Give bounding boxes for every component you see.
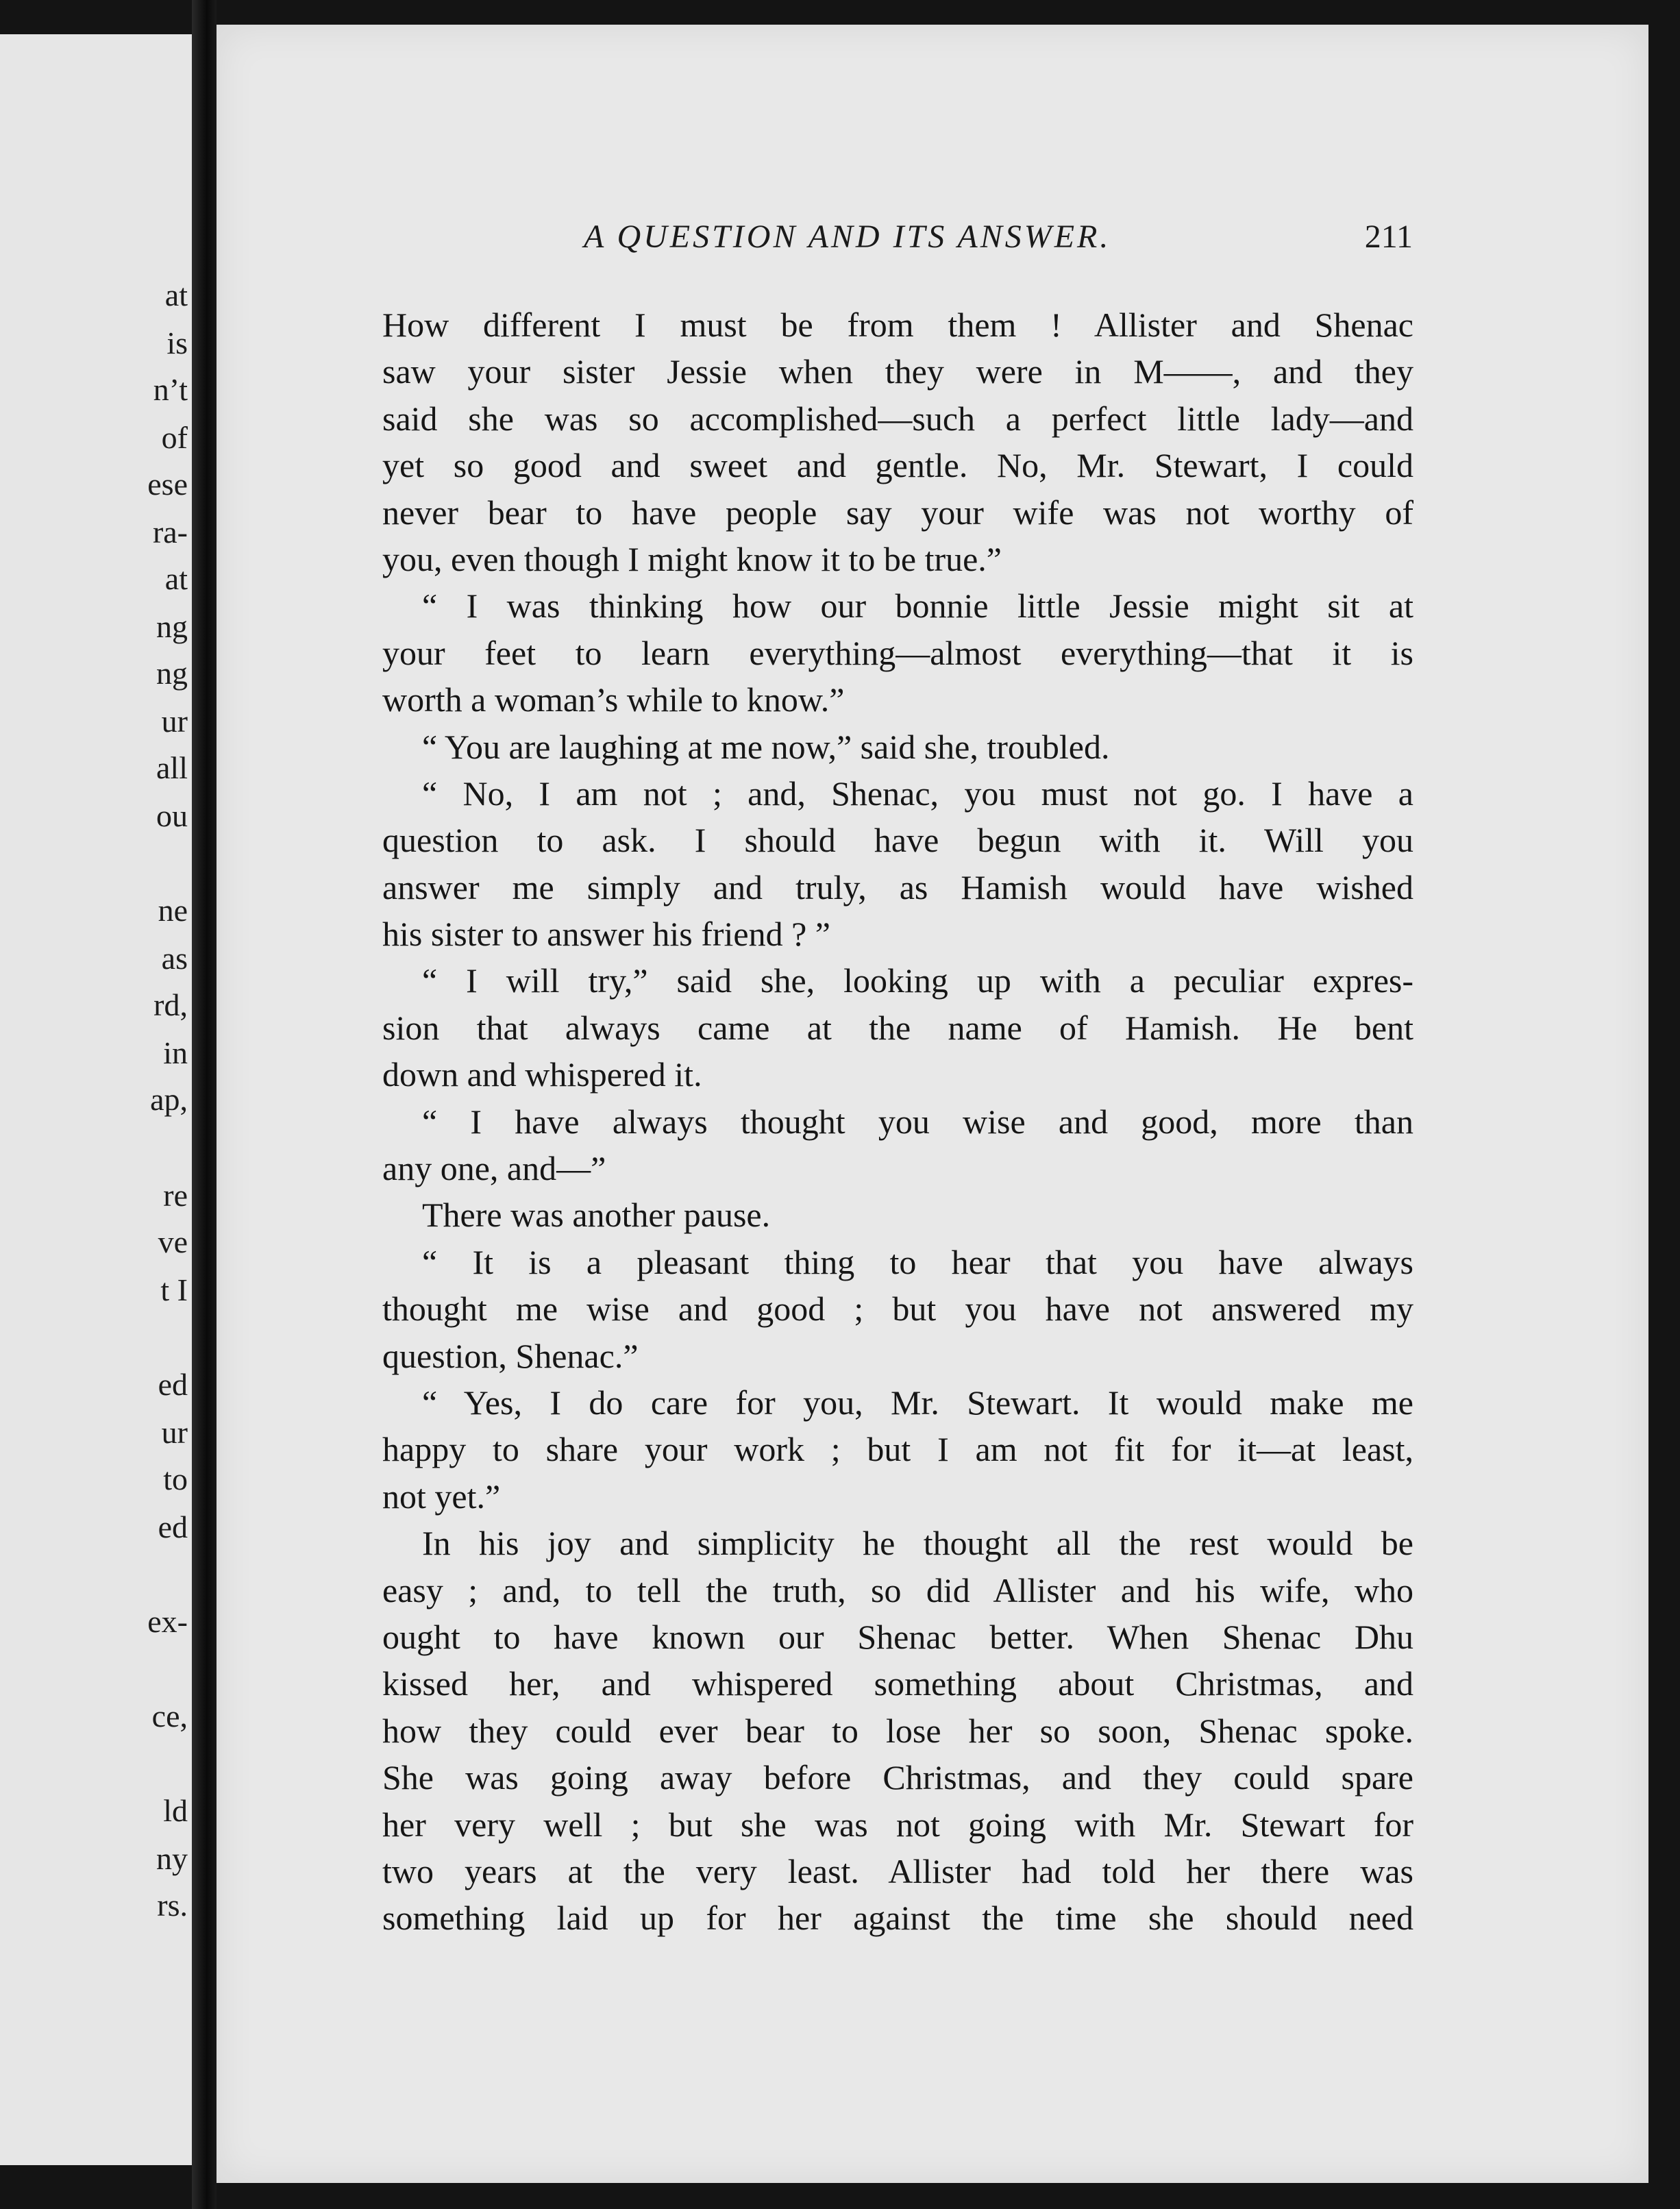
text-line: thought me wise and good ; but you have not answered my [382, 1289, 1413, 1329]
text-line: said she was so accomplished—such a perfect little lady—and [382, 399, 1413, 438]
text-line: “ Yes, I do care for you, Mr. Stewart. It would make me [422, 1383, 1413, 1422]
text-line: his sister to answer his friend ? ” [382, 915, 831, 954]
left-page-fragment: in [163, 1035, 188, 1070]
text-line: down and whispered it. [382, 1055, 702, 1094]
text-line: “ I was thinking how our bonnie little Jessie might sit at [422, 587, 1413, 626]
left-page-fragment: n’t [153, 372, 188, 407]
text-line: How different I must be from them ! Allister and Shenac [382, 306, 1413, 344]
left-page-fragment: ed [158, 1367, 188, 1402]
text-line: “ I will try,” said she, looking up with a peculiar expres- [422, 961, 1413, 1000]
left-page-fragment: rs. [157, 1888, 188, 1923]
text-line: two years at the very least. Allister had told her there was [382, 1851, 1413, 1890]
text-line: easy ; and, to tell the truth, so did Allister and his wife, who [382, 1570, 1413, 1609]
left-page-fragment: ld [163, 1793, 188, 1828]
text-line: yet so good and sweet and gentle. No, Mr. Stewart, I could [382, 446, 1413, 485]
text-line: She was going away before Christmas, and they could spare [382, 1758, 1413, 1797]
page-number: 211 [1364, 219, 1413, 255]
left-page-fragment: re [163, 1178, 188, 1213]
text-line: worth a woman’s while to know.” [382, 680, 845, 719]
text-line: answer me simply and truly, as Hamish would have wished [382, 867, 1413, 906]
left-page-fragment: ex- [147, 1604, 188, 1639]
left-page-fragment: ve [158, 1224, 188, 1259]
left-page-fragment: is [166, 325, 188, 360]
text-line: happy to share your work ; but I am not fit for it—at least, [382, 1430, 1413, 1469]
text-line: saw your sister Jessie when they were in M——, and they [382, 352, 1413, 391]
body-text [382, 301, 1413, 1942]
chapter-title: A QUESTION AND ITS ANSWER. [584, 219, 1111, 255]
left-page-fragment: at [164, 561, 188, 596]
left-page-fragment: all [156, 750, 188, 785]
left-page-fragment: ese [147, 467, 188, 502]
text-line: not yet.” [382, 1477, 501, 1516]
left-facing-page [0, 34, 192, 2165]
left-page-fragment: ur [161, 1415, 188, 1450]
text-line: how they could ever bear to lose her so soon, Shenac spoke. [382, 1711, 1413, 1750]
text-line: “ You are laughing at me now,” said she, troubled. [422, 727, 1110, 766]
left-page-fragment: ng [156, 656, 188, 691]
running-header [371, 218, 1413, 259]
left-page-fragment: rd, [153, 987, 188, 1022]
text-line: “ No, I am not ; and, Shenac, you must not go. I have a [422, 774, 1413, 813]
left-page-fragment: ne [158, 893, 188, 928]
text-line: In his joy and simplicity he thought all the rest would be [422, 1524, 1413, 1563]
left-page-fragment: ou [156, 798, 188, 833]
left-page-fragment: ap, [150, 1082, 188, 1117]
text-line: sion that always came at the name of Hamish. He bent [382, 1008, 1413, 1047]
left-page-fragment: ur [161, 704, 188, 739]
text-line: something laid up for her against the time she should need [382, 1899, 1413, 1938]
text-line: There was another pause. [422, 1196, 771, 1235]
book-gutter [192, 0, 217, 2209]
text-line: her very well ; but she was not going with Mr. Stewart for [382, 1805, 1413, 1844]
text-line: your feet to learn everything—almost everything—that it is [382, 633, 1413, 672]
left-page-fragment: ed [158, 1509, 188, 1544]
left-page-fragment: t I [160, 1272, 188, 1307]
left-page-fragment: ce, [151, 1699, 188, 1733]
text-line: question, Shenac.” [382, 1336, 639, 1375]
text-line: kissed her, and whispered something about Christmas, and [382, 1664, 1413, 1703]
text-line: never bear to have people say your wife was not worthy of [382, 493, 1413, 532]
left-page-fragment: ng [156, 609, 188, 644]
text-line: ought to have known our Shenac better. When Shenac Dhu [382, 1617, 1413, 1656]
text-line: question to ask. I should have begun with it. Will you [382, 821, 1413, 860]
text-line: “ I have always thought you wise and good, more than [422, 1102, 1413, 1141]
text-line: you, even though I might know it to be true.” [382, 539, 1002, 578]
left-page-fragment: to [163, 1461, 188, 1496]
left-page-fragment: as [161, 941, 188, 976]
left-page-fragment: ny [156, 1841, 188, 1876]
left-page-fragment: at [164, 277, 188, 312]
text-line: “ It is a pleasant thing to hear that you have always [422, 1242, 1413, 1281]
text-line: any one, and—” [382, 1149, 606, 1188]
left-page-fragment: ra- [152, 515, 188, 550]
left-page-fragment: of [161, 420, 188, 455]
